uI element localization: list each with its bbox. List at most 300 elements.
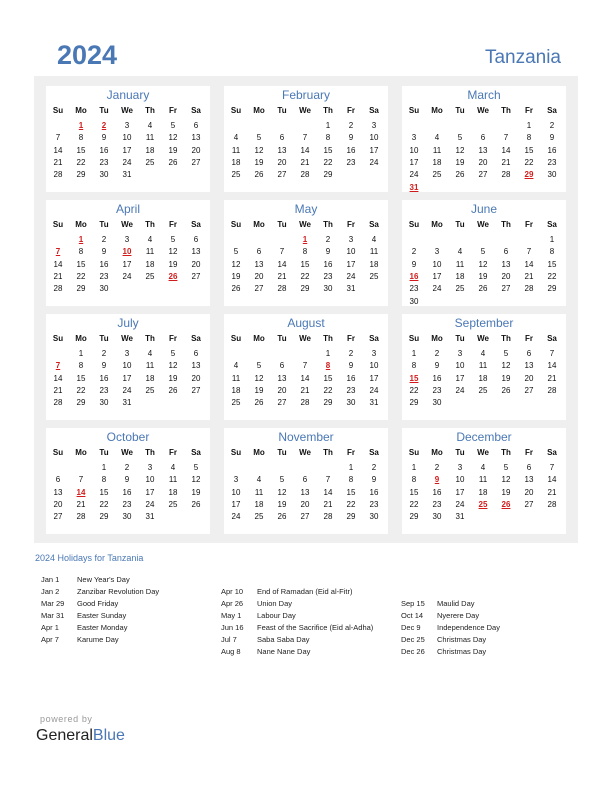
weekday-label: Fr (525, 334, 533, 343)
day-cell: 3 (371, 349, 377, 358)
day-cell: 21 (76, 499, 86, 509)
day-cell: 28 (524, 284, 534, 294)
weekday-label: We (121, 334, 133, 343)
day-cell: 24 (122, 157, 132, 167)
holiday-date: Aug 8 (221, 647, 241, 656)
weekday-label: Sa (547, 334, 557, 343)
day-cell: 26 (191, 499, 201, 509)
weekday-label: Su (230, 334, 242, 343)
day-cell: 21 (323, 499, 333, 509)
day-cell: 30 (432, 512, 442, 522)
day-cell: 10 (122, 133, 132, 143)
holiday-name: Good Friday (77, 599, 119, 608)
day-cell: 18 (432, 157, 442, 167)
day-cell: 28 (547, 499, 557, 509)
day-cell: 9 (371, 475, 377, 485)
day-cell: 13 (478, 145, 488, 155)
day-cell: 14 (323, 487, 333, 497)
holiday-name: Easter Sunday (77, 611, 127, 620)
holiday-day-cell: 25 (478, 499, 488, 509)
holiday-date: Dec 26 (401, 647, 425, 656)
weekday-label: Su (230, 448, 242, 457)
day-cell: 16 (346, 373, 356, 383)
month-name: January (106, 88, 150, 102)
day-cell: 31 (122, 170, 132, 180)
holiday-name: Christmas Day (437, 647, 487, 656)
day-cell: 19 (168, 373, 178, 383)
day-cell: 23 (547, 157, 557, 167)
weekday-label: We (477, 106, 489, 115)
holiday-day-cell: 1 (78, 121, 84, 130)
day-cell: 11 (455, 259, 465, 269)
holiday-day-cell: 7 (55, 361, 61, 371)
day-cell: 8 (549, 247, 555, 257)
day-cell: 20 (277, 385, 287, 395)
weekday-label: Su (52, 106, 64, 115)
day-cell: 1 (411, 349, 417, 358)
day-cell: 5 (193, 463, 199, 472)
weekday-label: Mo (253, 334, 265, 343)
holiday-name: Zanzibar Revolution Day (77, 587, 160, 596)
day-cell: 11 (478, 361, 488, 371)
day-cell: 29 (547, 284, 557, 294)
day-cell: 21 (53, 271, 63, 281)
day-cell: 28 (53, 284, 63, 294)
day-cell: 27 (524, 385, 534, 395)
day-cell: 20 (191, 373, 201, 383)
day-cell: 29 (76, 284, 86, 294)
day-cell: 1 (348, 463, 354, 472)
weekday-label: Su (408, 448, 420, 457)
day-cell: 18 (145, 145, 155, 155)
weekday-label: Su (230, 106, 242, 115)
day-cell: 10 (145, 475, 155, 485)
day-cell: 7 (302, 133, 308, 143)
weekday-label: Th (323, 334, 333, 343)
day-cell: 22 (323, 385, 333, 395)
day-cell: 12 (277, 487, 287, 497)
month-october (46, 428, 210, 534)
day-cell: 20 (191, 259, 201, 269)
day-cell: 5 (457, 133, 463, 143)
day-cell: 26 (478, 284, 488, 294)
month-name: June (470, 202, 498, 216)
day-cell: 1 (325, 121, 331, 130)
month-name: October (106, 430, 150, 444)
brand-text-general: General (36, 727, 93, 744)
day-cell: 5 (503, 463, 509, 472)
holiday-date: Apr 1 (41, 623, 59, 632)
day-cell: 15 (409, 487, 419, 497)
weekday-label: Su (408, 334, 420, 343)
day-cell: 21 (277, 271, 287, 281)
day-cell: 25 (145, 385, 155, 395)
day-cell: 14 (300, 373, 310, 383)
day-cell: 2 (101, 235, 107, 244)
weekday-label: Fr (525, 220, 533, 229)
weekday-label: Sa (369, 106, 379, 115)
day-cell: 28 (547, 385, 557, 395)
day-cell: 30 (432, 398, 442, 408)
page-title-year: 2024 (57, 40, 118, 70)
day-cell: 21 (300, 385, 310, 395)
day-cell: 13 (53, 487, 63, 497)
weekday-label: Mo (431, 220, 443, 229)
day-cell: 11 (254, 487, 264, 497)
day-cell: 3 (457, 349, 463, 358)
day-cell: 20 (254, 271, 264, 281)
day-cell: 6 (279, 133, 285, 143)
weekday-label: Fr (525, 448, 533, 457)
weekday-label: Tu (455, 334, 465, 343)
weekday-label: Mo (431, 106, 443, 115)
holiday-date: Jan 2 (41, 587, 60, 596)
brand-text-blue: Blue (92, 727, 125, 744)
month-february (224, 86, 388, 192)
weekday-label: Sa (547, 106, 557, 115)
day-cell: 16 (369, 487, 379, 497)
day-cell: 16 (432, 373, 442, 383)
day-cell: 13 (524, 475, 534, 485)
weekday-label: Tu (99, 220, 109, 229)
month-name: November (278, 430, 334, 444)
day-cell: 19 (455, 157, 465, 167)
weekday-label: Su (230, 220, 242, 229)
day-cell: 5 (503, 349, 509, 358)
day-cell: 30 (323, 284, 333, 294)
day-cell: 1 (526, 121, 532, 130)
day-cell: 6 (55, 475, 61, 485)
day-cell: 11 (145, 361, 155, 371)
day-cell: 20 (300, 499, 310, 509)
day-cell: 3 (124, 349, 130, 358)
day-cell: 28 (300, 398, 310, 408)
day-cell: 29 (323, 170, 333, 180)
weekday-label: Tu (277, 334, 287, 343)
weekday-label: We (299, 448, 311, 457)
weekday-label: We (121, 106, 133, 115)
weekday-label: Tu (455, 448, 465, 457)
day-cell: 12 (231, 259, 241, 269)
day-cell: 24 (122, 271, 132, 281)
day-cell: 12 (168, 133, 178, 143)
day-cell: 17 (231, 499, 241, 509)
day-cell: 18 (369, 259, 379, 269)
day-cell: 15 (524, 145, 534, 155)
holiday-day-cell: 14 (76, 487, 86, 497)
day-cell: 9 (101, 247, 107, 257)
weekday-label: Th (145, 334, 155, 343)
day-cell: 2 (101, 349, 107, 358)
day-cell: 28 (76, 512, 86, 522)
month-january (46, 86, 210, 192)
day-cell: 4 (457, 247, 463, 257)
day-cell: 3 (348, 235, 354, 244)
weekday-label: Tu (99, 106, 109, 115)
weekday-label: Mo (253, 448, 265, 457)
day-cell: 28 (277, 284, 287, 294)
day-cell: 12 (254, 373, 264, 383)
holiday-day-cell: 16 (409, 271, 419, 281)
day-cell: 6 (256, 247, 262, 257)
weekday-label: Th (323, 448, 333, 457)
day-cell: 17 (145, 487, 155, 497)
day-cell: 10 (122, 361, 132, 371)
day-cell: 8 (411, 361, 417, 371)
weekday-label: We (477, 220, 489, 229)
day-cell: 26 (254, 170, 264, 180)
day-cell: 3 (457, 463, 463, 472)
day-cell: 16 (323, 259, 333, 269)
day-cell: 21 (53, 385, 63, 395)
day-cell: 28 (300, 170, 310, 180)
day-cell: 13 (254, 259, 264, 269)
calendar-grid (34, 76, 578, 543)
weekday-label: Sa (191, 220, 201, 229)
day-cell: 17 (346, 259, 356, 269)
day-cell: 26 (254, 398, 264, 408)
day-cell: 27 (300, 512, 310, 522)
day-cell: 14 (547, 361, 557, 371)
month-name: March (467, 88, 501, 102)
day-cell: 11 (478, 475, 488, 485)
day-cell: 9 (411, 259, 417, 269)
month-november (224, 428, 388, 534)
day-cell: 11 (168, 475, 178, 485)
day-cell: 27 (277, 170, 287, 180)
day-cell: 9 (101, 361, 107, 371)
weekday-label: Su (52, 334, 64, 343)
day-cell: 13 (277, 145, 287, 155)
day-cell: 30 (99, 284, 109, 294)
day-cell: 31 (369, 398, 379, 408)
day-cell: 25 (455, 284, 465, 294)
day-cell: 14 (53, 259, 63, 269)
day-cell: 18 (478, 373, 488, 383)
day-cell: 20 (524, 373, 534, 383)
day-cell: 25 (168, 499, 178, 509)
month-march (402, 86, 566, 192)
weekday-label: Sa (191, 106, 201, 115)
holiday-day-cell: 29 (524, 170, 534, 180)
day-cell: 15 (76, 373, 86, 383)
day-cell: 16 (99, 373, 109, 383)
day-cell: 25 (432, 170, 442, 180)
day-cell: 16 (346, 145, 356, 155)
day-cell: 8 (526, 133, 532, 143)
holiday-name: Independence Day (437, 623, 500, 632)
day-cell: 6 (193, 121, 199, 130)
day-cell: 8 (78, 361, 84, 371)
weekday-label: We (299, 334, 311, 343)
day-cell: 18 (231, 157, 241, 167)
day-cell: 20 (53, 499, 63, 509)
day-cell: 7 (549, 463, 555, 472)
day-cell: 29 (76, 170, 86, 180)
holiday-name: Maulid Day (437, 599, 475, 608)
weekday-label: Sa (369, 220, 379, 229)
day-cell: 14 (300, 145, 310, 155)
day-cell: 25 (145, 271, 155, 281)
day-cell: 9 (549, 133, 555, 143)
day-cell: 15 (547, 259, 557, 269)
day-cell: 19 (168, 259, 178, 269)
weekday-label: Sa (369, 448, 379, 457)
day-cell: 22 (524, 157, 534, 167)
day-cell: 2 (411, 247, 417, 257)
day-cell: 22 (409, 499, 419, 509)
weekday-label: Th (323, 220, 333, 229)
day-cell: 12 (254, 145, 264, 155)
day-cell: 7 (55, 133, 61, 143)
day-cell: 9 (124, 475, 130, 485)
day-cell: 24 (369, 385, 379, 395)
day-cell: 3 (233, 475, 239, 485)
day-cell: 24 (455, 499, 465, 509)
day-cell: 21 (524, 271, 534, 281)
day-cell: 22 (547, 271, 557, 281)
day-cell: 2 (348, 121, 354, 130)
day-cell: 3 (371, 121, 377, 130)
day-cell: 13 (191, 361, 201, 371)
day-cell: 2 (549, 121, 555, 130)
day-cell: 7 (526, 247, 532, 257)
day-cell: 2 (348, 349, 354, 358)
day-cell: 11 (369, 247, 379, 257)
day-cell: 15 (323, 373, 333, 383)
day-cell: 8 (348, 475, 354, 485)
month-name: December (456, 430, 512, 444)
day-cell: 7 (549, 349, 555, 358)
month-december (402, 428, 566, 534)
weekday-label: Mo (253, 220, 265, 229)
day-cell: 14 (277, 259, 287, 269)
day-cell: 6 (503, 247, 509, 257)
day-cell: 31 (122, 398, 132, 408)
weekday-label: Tu (99, 448, 109, 457)
day-cell: 23 (369, 499, 379, 509)
day-cell: 27 (524, 499, 534, 509)
day-cell: 29 (99, 512, 109, 522)
day-cell: 11 (145, 247, 155, 257)
weekday-label: Th (501, 334, 511, 343)
holiday-date: Apr 26 (221, 599, 244, 608)
day-cell: 30 (99, 170, 109, 180)
day-cell: 18 (231, 385, 241, 395)
day-cell: 24 (432, 284, 442, 294)
day-cell: 15 (323, 145, 333, 155)
holiday-date: Jan 1 (41, 575, 60, 584)
day-cell: 5 (279, 475, 285, 485)
holiday-date: Jul 7 (221, 635, 237, 644)
day-cell: 30 (122, 512, 132, 522)
day-cell: 17 (432, 271, 442, 281)
day-cell: 19 (254, 385, 264, 395)
weekday-label: Fr (169, 220, 177, 229)
day-cell: 27 (501, 284, 511, 294)
day-cell: 14 (547, 475, 557, 485)
day-cell: 3 (124, 121, 130, 130)
weekday-label: Th (501, 220, 511, 229)
day-cell: 12 (478, 259, 488, 269)
day-cell: 14 (53, 145, 63, 155)
day-cell: 24 (455, 385, 465, 395)
day-cell: 12 (455, 145, 465, 155)
weekday-label: Mo (75, 220, 87, 229)
weekday-label: Fr (169, 448, 177, 457)
day-cell: 18 (145, 373, 155, 383)
day-cell: 18 (455, 271, 465, 281)
day-cell: 27 (254, 284, 264, 294)
day-cell: 17 (455, 487, 465, 497)
day-cell: 5 (256, 361, 262, 371)
weekday-label: Tu (99, 334, 109, 343)
holiday-date: Apr 10 (221, 587, 244, 596)
day-cell: 13 (300, 487, 310, 497)
day-cell: 2 (371, 463, 377, 472)
holiday-date: Oct 14 (401, 611, 424, 620)
day-cell: 29 (409, 398, 419, 408)
day-cell: 2 (434, 463, 440, 472)
day-cell: 29 (76, 398, 86, 408)
day-cell: 5 (233, 247, 239, 257)
country-name: Tanzania (484, 47, 561, 68)
day-cell: 21 (547, 373, 557, 383)
day-cell: 20 (524, 487, 534, 497)
day-cell: 6 (193, 349, 199, 358)
day-cell: 19 (168, 145, 178, 155)
holiday-name: Union Day (257, 599, 293, 608)
day-cell: 19 (277, 499, 287, 509)
day-cell: 22 (76, 157, 86, 167)
day-cell: 17 (122, 145, 132, 155)
day-cell: 26 (231, 284, 241, 294)
day-cell: 25 (478, 385, 488, 395)
weekday-label: Th (501, 106, 511, 115)
day-cell: 4 (147, 349, 153, 358)
day-cell: 19 (501, 373, 511, 383)
day-cell: 26 (501, 385, 511, 395)
day-cell: 4 (371, 235, 377, 244)
day-cell: 21 (547, 487, 557, 497)
holiday-day-cell: 10 (122, 247, 132, 257)
weekday-label: We (121, 220, 133, 229)
day-cell: 5 (480, 247, 486, 257)
holiday-day-cell: 1 (78, 235, 84, 244)
day-cell: 1 (78, 349, 84, 358)
day-cell: 5 (256, 133, 262, 143)
weekday-label: Sa (369, 334, 379, 343)
month-name: February (281, 88, 331, 102)
day-cell: 4 (147, 121, 153, 130)
weekday-label: We (477, 334, 489, 343)
day-cell: 6 (526, 349, 532, 358)
month-name: May (294, 202, 318, 216)
month-may (224, 200, 388, 306)
day-cell: 25 (231, 170, 241, 180)
weekday-label: Fr (525, 106, 533, 115)
day-cell: 12 (501, 361, 511, 371)
weekday-label: Sa (191, 334, 201, 343)
day-cell: 18 (168, 487, 178, 497)
holiday-name: New Year's Day (77, 575, 130, 584)
weekday-label: Sa (191, 448, 201, 457)
day-cell: 4 (256, 475, 262, 485)
day-cell: 16 (99, 145, 109, 155)
month-september (402, 314, 566, 420)
weekday-label: We (299, 106, 311, 115)
day-cell: 9 (325, 247, 331, 257)
